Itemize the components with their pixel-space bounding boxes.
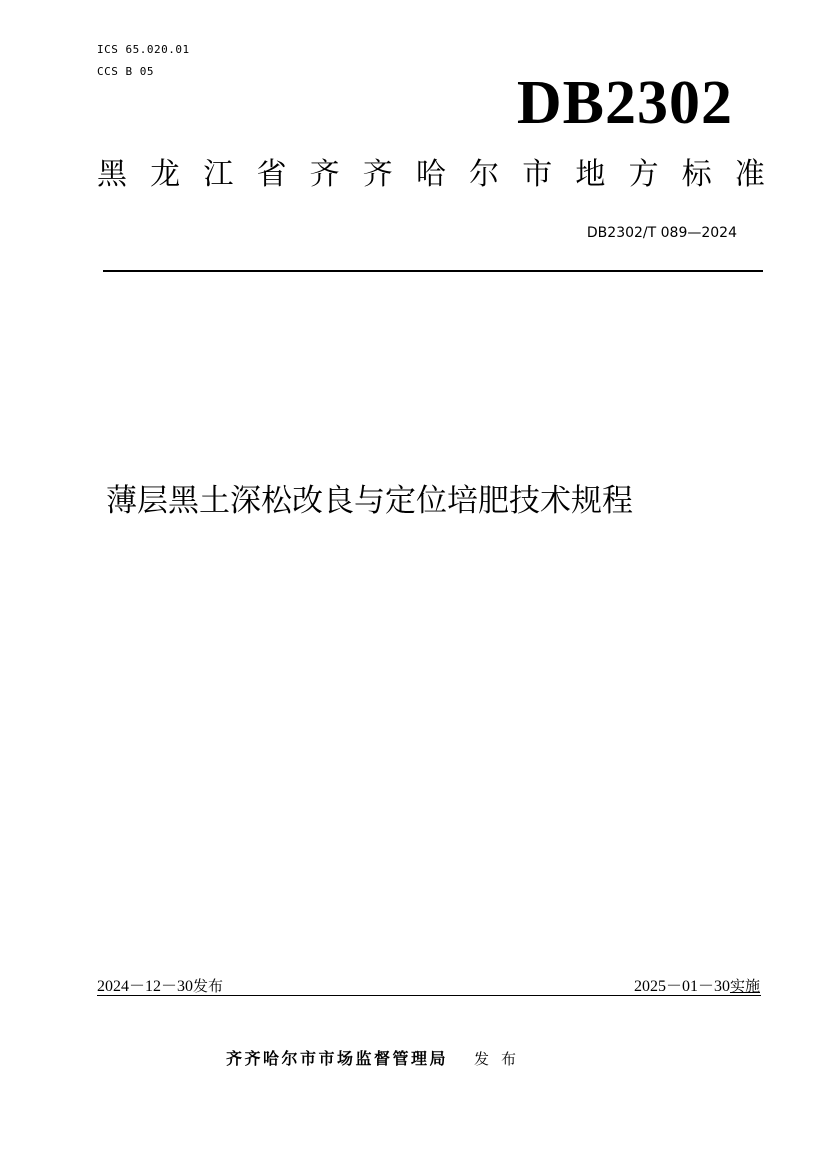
ics-code: ICS 65.020.01: [97, 43, 190, 56]
implement-label: 实施: [729, 977, 760, 995]
document-title: 薄层黑土深松改良与定位培肥技术规程: [106, 483, 633, 519]
category-char: 准: [734, 157, 765, 192]
category-char: 市: [522, 157, 553, 192]
publish-date-line: [97, 976, 223, 997]
category-char: 齐: [362, 157, 393, 192]
standard-number: DB2302/T 089—2024: [586, 225, 737, 241]
category-char: 哈: [415, 157, 446, 192]
issuer-action: 发布: [474, 1050, 529, 1068]
category-char: 江: [203, 157, 234, 192]
category-char: 方: [628, 157, 659, 192]
category-char: 龙: [150, 157, 181, 192]
category-char: 地: [575, 157, 606, 192]
issuer-name: 齐齐哈尔市市场监督管理局: [226, 1049, 449, 1068]
standard-code-logo: DB2302: [516, 69, 733, 137]
publish-label: 发布: [193, 977, 224, 995]
header-divider: [103, 270, 763, 272]
implement-date-line: [634, 976, 760, 997]
ccs-code: CCS B 05: [97, 65, 154, 78]
implement-date: 2025－01－30: [633, 978, 730, 995]
category-char: 尔: [469, 157, 500, 192]
publish-date: 2024－12－30: [97, 978, 194, 995]
issuer-row: [226, 1048, 528, 1070]
category-char: 省: [256, 157, 287, 192]
dates-divider: [97, 995, 761, 996]
standard-category-heading: [97, 155, 765, 195]
category-char: 齐: [309, 157, 340, 192]
category-char: 黑: [97, 157, 127, 192]
category-char: 标: [681, 157, 712, 192]
